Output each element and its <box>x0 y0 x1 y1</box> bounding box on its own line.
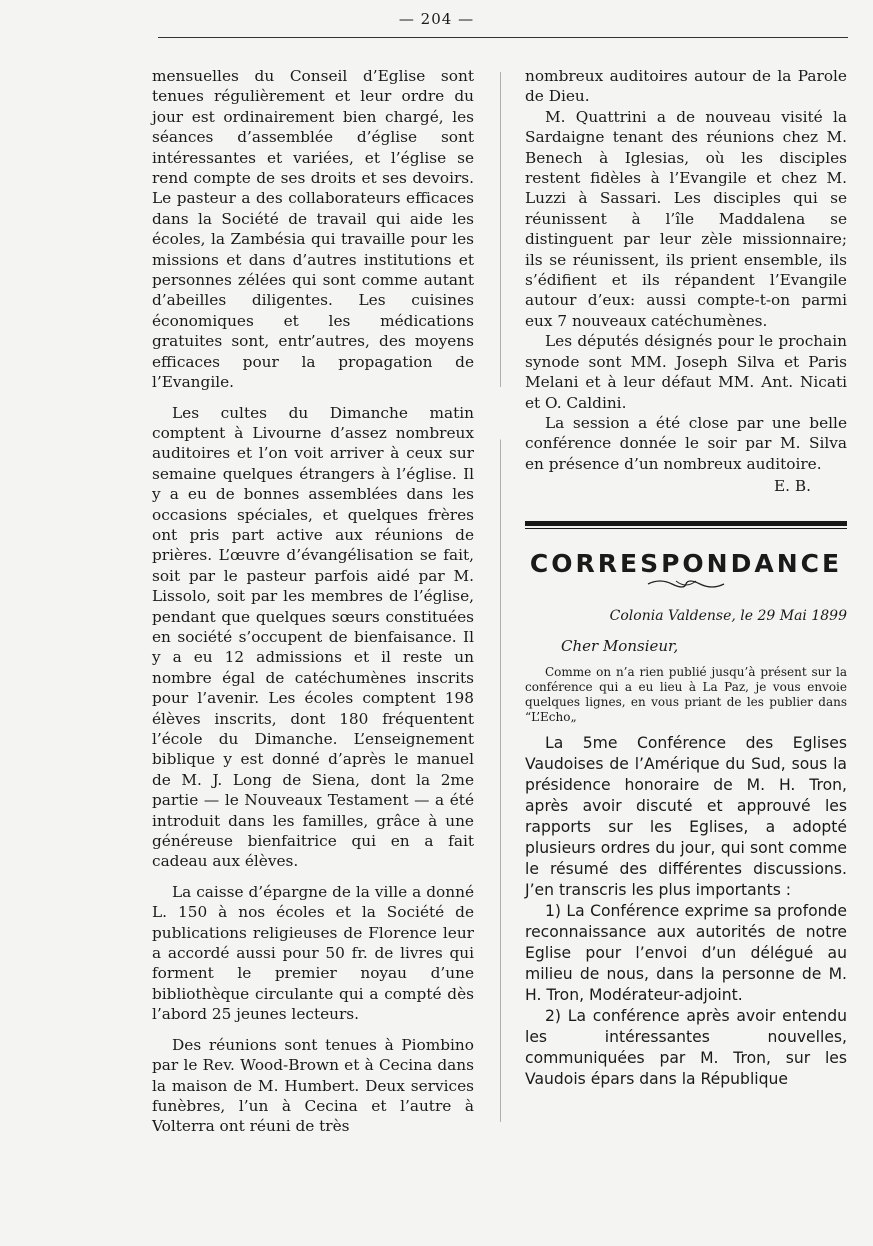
left-column <box>152 66 474 1137</box>
paragraph: Les députés désignés pour le prochain synode sont MM. Joseph Silva et Paris Melani et à leur défaut MM. Ant. Nicati et O. Caldini. <box>525 332 847 412</box>
paragraph: M. Quattrini a de nouveau visité la Sardaigne tenant des réunions chez M. Benech à Iglesias, où les disciples restent fidèles à l’Evangile et chez M. Luzzi à Sassari. Les disciples qui se réunissent à l’île Maddalena se distinguent par leur zèle missionnaire; ils se réunissent, ils prient ensemble, ils s’édifient et ils répandent l’Evangile autour d’eux: aussi compte-t-on parmi eux 7 nouveaux catéchumènes. <box>525 107 847 330</box>
editor-note: Comme on n’a rien publié jusqu’à présent sur la conférence qui a eu lieu à La Paz, je vous envoie quelques lignes, en vous priant de les publier dans “L’Echo„ <box>525 664 847 724</box>
paragraph: nombreux auditoires autour de la Parole de Dieu. <box>525 67 847 106</box>
section-title: CORRESPONDANCE <box>529 548 843 578</box>
letter-paragraph: La 5me Conférence des Eglises Vaudoises de l’Amérique du Sud, sous la présidence honoraire de M. H. Tron, après avoir discuté et approuvé les rapports sur les Eglises, a adopté plusieurs ordres du jour, qui sont comme le résumé des différentes discussions. J’en transcris les plus importants : <box>525 733 847 899</box>
paragraph: La session a été close par une belle conférence donnée le soir par M. Silva en présence d’un nombreux auditoire. <box>525 413 847 473</box>
section-rule-thin <box>525 528 847 529</box>
header-rule <box>158 37 848 38</box>
letter-item: 1) La Conférence exprime sa profonde reconnaissance aux autorités de notre Eglise pour l’envoi d’un délégué au milieu de nous, dans la personne de M. H. Tron, Modérateur-adjoint. <box>525 901 847 1004</box>
section-rule-thick <box>525 521 847 526</box>
paragraph: mensuelles du Conseil d’Eglise sont tenues régulièrement et leur ordre du jour est ordinairement bien chargé, les séances d’assemblée d’église sont intéressantes et variées, et l’église se rend compte de ses droits et ses devoirs. Le pasteur a des collaborateurs efficaces dans la Société de travail qui aide les écoles, la Zambésia qui travaille pour les missions et dans d’autres institutions et personnes zélées qui sont comme autant d’abeilles diligentes. Les cuisines économiques et les médications gratuites sont, entr’autres, des moyens efficaces pour la propagation de l’Evangile. <box>152 67 474 392</box>
signature: E. B. <box>774 477 811 496</box>
right-column <box>525 66 847 1090</box>
dateline: Colonia Valdense, le 29 Mai 1899 <box>609 607 847 624</box>
page-number: — 204 — <box>398 10 475 28</box>
paragraph: La caisse d’épargne de la ville a donné L. 150 à nos écoles et la Société de publications religieuses de Florence leur a accordé aussi pour 50 fr. de livres qui forment le premier noyau d’une bibliothèque circulante qui a compté dès l’abord 25 jeunes lecteurs. <box>152 882 474 1024</box>
paragraph: Les cultes du Dimanche matin comptent à Livourne d’assez nombreux auditoires et l’on voit arriver à ceux sur semaine quelques étrangers à l’église. Il y a eu de bonnes assemblées dans les occasions spéciales, et quelques frères ont pris part active aux réunions de prières. L’œuvre d’évangélisation se fait, soit par le pasteur parfois aidé par M. Lissolo, soit par les membres de l’église, pendant que quelques sœurs constituées en société s’occupent de bienfaisance. Il y a eu 12 admissions et il reste un nombre égal de catéchumènes inscrits pour l’avenir. Les écoles comptent 198 élèves inscrits, dont 180 fréquentent l’école du Dimanche. L’enseignement biblique y est donné d’après le manuel de M. J. Long de Siena, dont la 2me partie — le Nouveaux Testament — a été introduit dans les familles, grâce à une généreuse bienfaitrice qui en a fait cadeau aux élèves. <box>152 403 474 871</box>
letter-item: 2) La conférence après avoir entendu les intéressantes nouvelles, communiquées par M. Tron, sur les Vaudois épars dans la République <box>525 1006 847 1088</box>
salutation: Cher Monsieur, <box>561 637 679 656</box>
ornament-icon <box>525 576 847 592</box>
paragraph: Des réunions sont tenues à Piombino par le Rev. Wood-Brown et à Cecina dans la maison de M. Humbert. Deux services funèbres, l’un à Cecina et l’autre à Volterra ont réuni de très <box>152 1035 474 1136</box>
column-divider <box>500 72 501 1122</box>
